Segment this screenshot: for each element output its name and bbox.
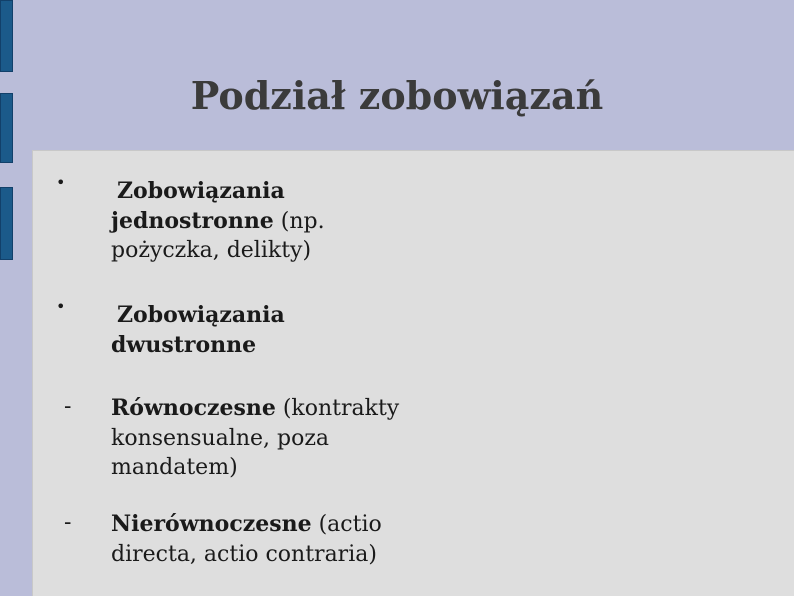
slide-title: Podział zobowiązań xyxy=(190,73,604,118)
list-item-text xyxy=(111,301,401,360)
list-item-bold-text: Nierównoczesne xyxy=(111,511,312,537)
bullet-marker: • xyxy=(56,173,66,192)
list-item-text xyxy=(111,510,401,569)
list-item-detail-text: (kontrakty konsensualne, poza mandatem) xyxy=(111,396,400,480)
bullet-marker: • xyxy=(56,297,66,316)
dash-marker: - xyxy=(64,510,72,535)
list-item-bold-text: Równoczesne xyxy=(111,395,276,421)
slide-content-panel xyxy=(32,150,794,596)
list-item-bold-text: Zobowiązania dwustronne xyxy=(111,302,285,358)
dash-marker: - xyxy=(64,394,72,419)
list-item-detail-text: (np. pożyczka, delikty) xyxy=(111,208,325,263)
slide-decoration-bar-1 xyxy=(0,0,13,72)
list-item-text xyxy=(111,177,401,266)
list-item-bold-text: Zobowiązania jednostronne xyxy=(111,178,285,234)
list-item-text xyxy=(111,394,401,483)
list-item-detail-text: (actio directa, actio contraria) xyxy=(111,512,382,567)
slide-decoration-bar-3 xyxy=(0,187,13,260)
